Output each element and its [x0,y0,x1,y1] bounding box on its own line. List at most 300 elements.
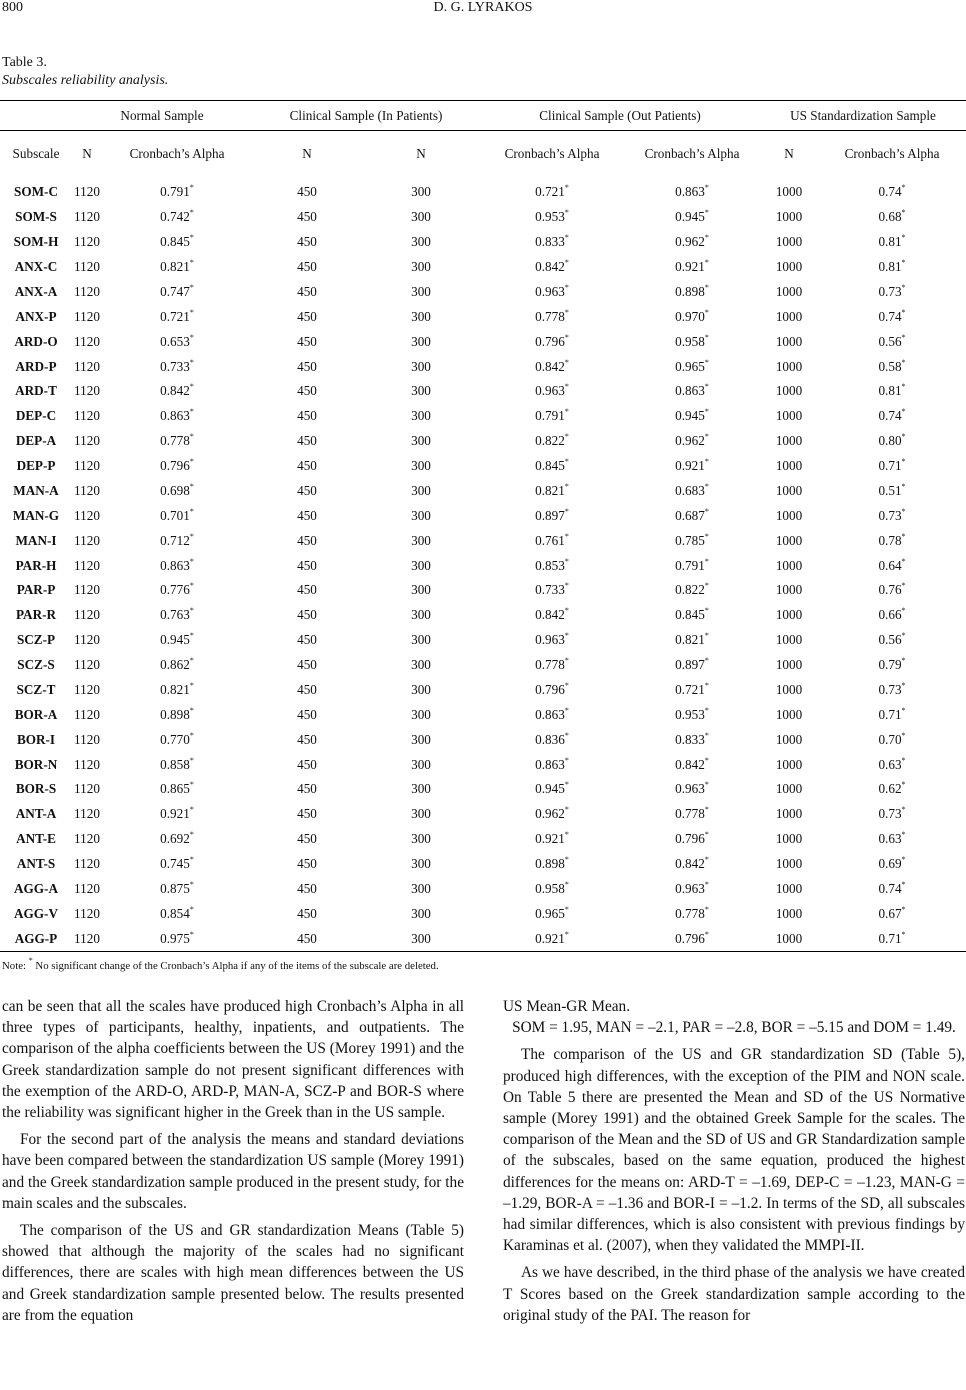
table-cell [362,553,480,578]
significance-marker: * [189,904,194,914]
table-cell [760,454,818,479]
table-cell [102,503,252,528]
equation: SOM = 1.95, MAN = –2.1, PAR = –2.8, BOR = –5.15 and DOM = 1.49. [512,1019,956,1037]
table-cell [252,429,362,454]
table-cell [818,280,966,305]
significance-marker: * [704,531,709,541]
table-cell [760,176,818,205]
table-cell [760,777,818,802]
table-cell [624,802,760,827]
table-cell [102,454,252,479]
table-row [0,553,966,578]
cell-value: 1120 [74,607,100,623]
table-cell [818,777,966,802]
significance-marker: * [704,282,709,292]
cell-value: 450 [297,880,317,896]
cell-value: 0.862 [160,657,190,673]
cell-value: 450 [297,905,317,921]
significance-marker: * [704,730,709,740]
table-cell [252,752,362,777]
table-row [0,379,966,404]
cell-value: 1000 [775,283,803,299]
cell-value: 1120 [74,582,100,598]
table-cell [624,176,760,205]
table-cell [818,678,966,703]
table-cell [362,454,480,479]
significance-marker: * [189,606,194,616]
significance-marker: * [564,680,569,690]
table-cell [252,578,362,603]
table-caption [2,54,168,90]
significance-marker: * [704,755,709,765]
cell-value: 450 [297,333,317,349]
cell-value: 0.73 [878,507,902,523]
significance-marker: * [189,830,194,840]
cell-value: 300 [411,383,431,399]
significance-marker: * [564,258,569,268]
cell-value: MAN-G [12,507,60,523]
body-column-right [503,996,965,1326]
table-cell [760,304,818,329]
cell-value: 0.897 [675,657,705,673]
table-cell [480,205,624,230]
table-cell [624,429,760,454]
cell-value: 0.733 [535,582,565,598]
cell-value: 450 [297,731,317,747]
table-cell [818,379,966,404]
significance-marker: * [704,357,709,367]
cell-value: 0.796 [535,333,565,349]
table-cell [102,255,252,280]
cell-value: 300 [411,756,431,772]
table-cell [102,553,252,578]
table-cell [102,901,252,926]
table-cell [362,802,480,827]
cell-value: 0.962 [535,806,565,822]
cell-value: 0.963 [535,283,565,299]
table-cell [818,479,966,504]
cell-value: 0.821 [160,681,190,697]
cell-value: ARD-O [14,333,58,349]
table-cell [818,578,966,603]
table-row [0,354,966,379]
subscale-cell [0,827,72,852]
table-cell [102,578,252,603]
cell-value: 0.745 [160,856,190,872]
significance-marker: * [564,332,569,342]
table-cell [72,702,102,727]
significance-marker: * [189,282,194,292]
significance-marker: * [901,208,906,218]
table-cell [480,553,624,578]
significance-marker: * [564,656,569,666]
table-cell [252,926,362,951]
table-cell [72,678,102,703]
body-column-left [2,996,464,1326]
cell-value: 1120 [74,681,100,697]
table-cell [760,877,818,902]
cell-value: 1000 [775,706,803,722]
cell-value: MAN-I [15,532,57,548]
subscale-cell [0,802,72,827]
table-cell [480,429,624,454]
cell-value: PAR-H [15,557,57,573]
significance-marker: * [901,855,906,865]
table-cell [72,553,102,578]
significance-marker: * [901,755,906,765]
cell-value: 1120 [74,731,100,747]
cell-value: 1000 [775,632,803,648]
cell-value: 0.63 [878,756,902,772]
table-cell [624,230,760,255]
table-cell [624,553,760,578]
table-row [0,454,966,479]
table-row [0,255,966,280]
table-cell [760,528,818,553]
table-cell [624,901,760,926]
cell-value: 300 [411,234,431,250]
cell-value: 450 [297,184,317,200]
significance-marker: * [901,730,906,740]
table-label: Table 3. [2,55,47,70]
significance-marker: * [189,307,194,317]
cell-value: 1000 [775,383,803,399]
table-cell [362,926,480,951]
cell-value: 0.953 [675,706,705,722]
cell-value: 300 [411,806,431,822]
significance-marker: * [189,506,194,516]
subscale-cell [0,653,72,678]
cell-value: 1120 [74,880,100,896]
subscale-cell [0,877,72,902]
cell-value: 0.921 [675,259,705,275]
cell-value: DEP-P [16,458,56,474]
cell-value: 0.945 [535,781,565,797]
table-cell [72,528,102,553]
table-cell [480,479,624,504]
cell-value: 0.742 [160,209,190,225]
significance-marker: * [901,432,906,442]
table-cell [760,901,818,926]
running-author: D. G. LYRAKOS [433,0,533,15]
cell-value: 1000 [775,856,803,872]
cell-value: 450 [297,408,317,424]
significance-marker: * [704,830,709,840]
cell-value: 0.921 [160,806,190,822]
cell-value: 1000 [775,184,803,200]
table-cell [624,926,760,951]
table-cell [480,354,624,379]
significance-marker: * [189,631,194,641]
table-cell [72,304,102,329]
cell-value: 0.71 [878,458,902,474]
table-cell [102,752,252,777]
table-cell [480,653,624,678]
subscale-cell [0,628,72,653]
cell-value: 0.921 [535,930,565,946]
table-cell [72,926,102,951]
significance-marker: * [901,382,906,392]
table-cell [362,702,480,727]
cell-value: 1120 [74,532,100,548]
significance-marker: * [564,929,569,939]
significance-marker: * [704,432,709,442]
cell-value: 0.845 [160,234,190,250]
subscale-cell [0,230,72,255]
cell-value: 0.962 [675,433,705,449]
table-cell [818,628,966,653]
cell-value: 0.791 [535,408,565,424]
table-cell [624,255,760,280]
cell-value: 300 [411,930,431,946]
cell-value: 300 [411,880,431,896]
reliability-table [0,100,966,952]
cell-value: 0.863 [535,706,565,722]
cell-value: 0.875 [160,880,190,896]
table-cell [480,926,624,951]
cell-value: 0.945 [675,408,705,424]
significance-marker: * [704,904,709,914]
cell-value: 0.921 [535,831,565,847]
table-cell [480,255,624,280]
table-cell [72,230,102,255]
table-cell [102,479,252,504]
cell-value: 0.653 [160,333,190,349]
table-cell [362,176,480,205]
cell-value: 0.70 [878,731,902,747]
cell-value: 300 [411,184,431,200]
cell-value: 0.842 [675,756,705,772]
cell-value: 1120 [74,806,100,822]
paragraph: For the second part of the analysis the means and standard deviations have been compared between the standardization US sample (Morey 1991) and the Greek standardization sample produced in the present study, for the main scales and the subscales. [2,1131,464,1212]
significance-marker: * [189,531,194,541]
table-row [0,280,966,305]
cell-value: 0.71 [878,706,902,722]
table-cell [480,802,624,827]
cell-value: 0.953 [535,209,565,225]
table-cell [818,230,966,255]
subscale-cell [0,777,72,802]
significance-marker: * [564,805,569,815]
significance-marker: * [901,233,906,243]
table-title: Subscales reliability analysis. [2,73,169,88]
cell-value: 1000 [775,880,803,896]
cell-value: 0.701 [160,507,190,523]
cell-value: 0.921 [675,458,705,474]
cell-value: 0.958 [675,333,705,349]
table-cell [818,255,966,280]
cell-value: 0.778 [535,308,565,324]
cell-value: 300 [411,333,431,349]
significance-marker: * [564,879,569,889]
table-cell [818,802,966,827]
cell-value: 0.73 [878,681,902,697]
significance-marker: * [189,183,194,193]
cell-value: 1120 [74,507,100,523]
table-cell [624,354,760,379]
cell-value: 1120 [74,930,100,946]
cell-value: 0.66 [878,607,902,623]
cell-value: SOM-C [14,184,58,200]
cell-value: 0.897 [535,507,565,523]
table-cell [818,503,966,528]
table-cell [818,702,966,727]
significance-marker: * [189,233,194,243]
table-cell [362,280,480,305]
significance-marker: * [704,705,709,715]
cell-value: 0.821 [160,259,190,275]
cell-value: 1120 [74,333,100,349]
cell-value: 0.975 [160,930,190,946]
significance-marker: * [564,183,569,193]
cell-value: 0.64 [878,557,902,573]
table-row [0,603,966,628]
table-cell [252,653,362,678]
cell-value: 1120 [74,283,100,299]
significance-marker: * [704,233,709,243]
table-cell [760,827,818,852]
table-cell [480,603,624,628]
significance-marker: * [564,780,569,790]
cell-value: 0.721 [535,184,565,200]
significance-marker: * [901,879,906,889]
table-cell [760,280,818,305]
cell-value: 1120 [74,756,100,772]
cell-value: 0.863 [160,408,190,424]
cell-value: 450 [297,283,317,299]
cell-value: 1120 [74,905,100,921]
significance-marker: * [901,780,906,790]
significance-marker: * [901,357,906,367]
subscale-cell [0,329,72,354]
table-cell [362,827,480,852]
table-cell [72,827,102,852]
significance-marker: * [704,680,709,690]
cell-value: 1120 [74,706,100,722]
table-cell [102,354,252,379]
table-cell [72,379,102,404]
table-cell [760,205,818,230]
cell-value: 0.778 [675,806,705,822]
paragraph: can be seen that all the scales have produced high Cronbach’s Alpha in all three types of participants, healthy, inpatients, and outpatients. The comparison of the alpha coefficients between the US (Morey 1991) and the Greek standardization sample do not present significant differences with the exemption of the ARD-O, ARD-P, MAN-A, SCZ-P and BOR-S where the reliability was significant higher in the Greek than in the US sample. [2,998,464,1122]
table-cell [624,702,760,727]
cell-value: 450 [297,209,317,225]
cell-value: 0.842 [535,259,565,275]
table-cell [102,827,252,852]
table-cell [72,877,102,902]
table-cell [102,727,252,752]
cell-value: 1000 [775,532,803,548]
cell-value: 1120 [74,259,100,275]
cell-value: 300 [411,507,431,523]
table-row [0,852,966,877]
cell-value: 0.81 [878,234,902,250]
table-cell [102,802,252,827]
table-cell [252,280,362,305]
table-cell [252,503,362,528]
table-cell [102,678,252,703]
significance-marker: * [901,680,906,690]
table-cell [624,727,760,752]
significance-marker: * [189,805,194,815]
significance-marker: * [704,407,709,417]
cell-value: SCZ-P [16,632,56,648]
table-cell [760,702,818,727]
paragraph: The comparison of the US and GR standardization SD (Table 5), produced high differences, with the exception of the PIM and NON scale. On Table 5 there are presented the Mean and SD of the US Normative sample (Morey 1991) and the obtained Greek Sample for the scales. The comparison of the Mean and the SD of US and GR Standardization sample of the subscales, based on the same equation, produced the highest differences for the means on: ARD-T = –1.69, DEP-C = –1.23, MAN-G = –1.29, BOR-A = –1.36 and BOR-I = –1.2. In terms of the SD, all subscales had similar differences, which is also consistent with previous findings by Karaminas et al. (2007), when they validated the MMPI-II. [503,1046,965,1255]
cell-value: 0.56 [878,333,902,349]
table-cell [760,255,818,280]
cell-value: 1000 [775,209,803,225]
cell-value: SOM-H [13,234,59,250]
cell-value: 450 [297,308,317,324]
table-cell [102,304,252,329]
significance-marker: * [704,805,709,815]
subscale-cell [0,528,72,553]
cell-value: 1000 [775,831,803,847]
table-cell [72,603,102,628]
cell-value: 450 [297,607,317,623]
significance-marker: * [189,855,194,865]
cell-value: 0.80 [878,433,902,449]
table-cell [818,354,966,379]
cell-value: 0.962 [675,234,705,250]
table-cell [818,176,966,205]
cell-value: 450 [297,756,317,772]
cell-value: AGG-P [14,930,58,946]
table-cell [252,852,362,877]
subscale-cell [0,280,72,305]
cell-value: 0.73 [878,283,902,299]
table-row [0,926,966,951]
cell-value: SCZ-S [17,657,55,673]
cell-value: 1000 [775,482,803,498]
table-cell [362,528,480,553]
cell-value: 0.898 [535,856,565,872]
cell-value: 450 [297,657,317,673]
table-cell [252,702,362,727]
significance-marker: * [901,506,906,516]
table-cell [102,329,252,354]
significance-marker: * [564,382,569,392]
cell-value: 1000 [775,308,803,324]
cell-value: 1000 [775,234,803,250]
cell-value: 0.71 [878,930,902,946]
table-cell [102,176,252,205]
table-cell [760,379,818,404]
table-note [2,956,439,972]
table-cell [760,553,818,578]
cell-value: 0.863 [675,184,705,200]
cell-value: 0.78 [878,532,902,548]
table-cell [480,280,624,305]
table-cell [362,628,480,653]
table-cell [760,603,818,628]
significance-marker: * [564,904,569,914]
table-row [0,727,966,752]
cell-value: 0.778 [535,657,565,673]
table-cell [480,827,624,852]
cell-value: 1000 [775,607,803,623]
subscale-cell [0,901,72,926]
table-cell [480,528,624,553]
table-cell [252,255,362,280]
table-cell [624,379,760,404]
significance-marker: * [901,407,906,417]
table-cell [760,503,818,528]
table-cell [252,877,362,902]
significance-marker: * [901,481,906,491]
table-cell [252,528,362,553]
